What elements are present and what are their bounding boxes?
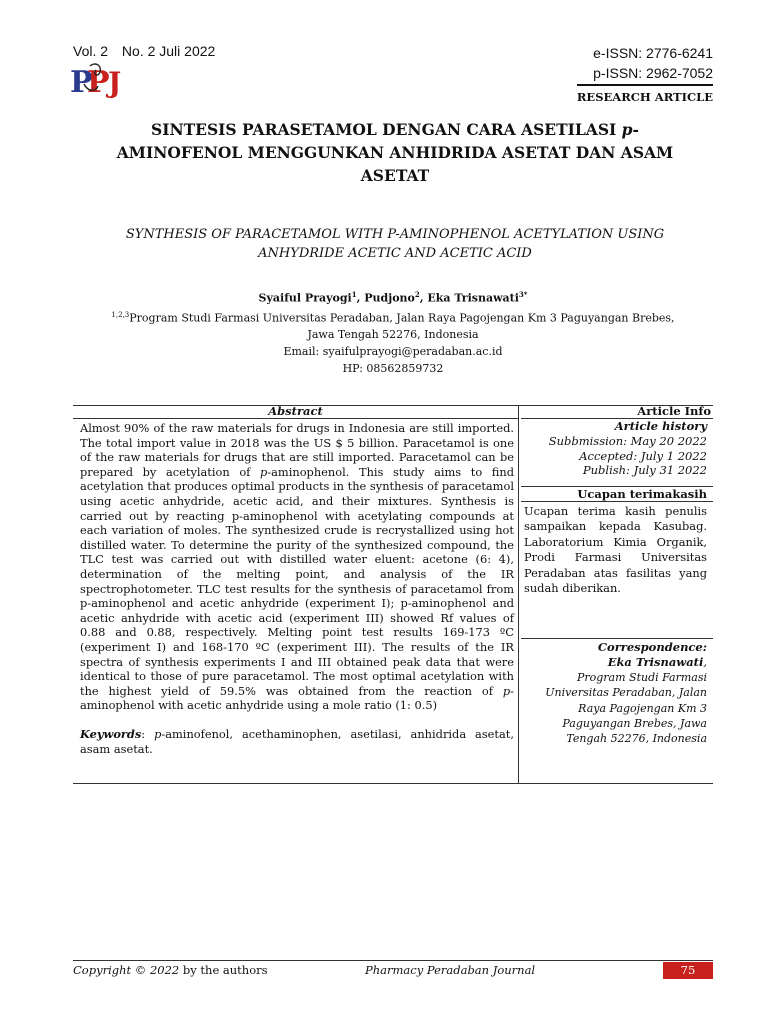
author-1: Syaiful Prayogi: [258, 291, 352, 305]
journal-name: Pharmacy Peradaban Journal: [365, 963, 536, 977]
abstract-part-b: -aminophenol. This study aims to find acetylation that produces optimal products in the synthesis of paracetamol using acetic anhydride, acetic acid, and their mixtures. Synthesis is carried out by reacting p-aminophenol with acetylating compounds at each variation of moles. The synthesized crude is recrystallized using hot distilled water. To determine the purity of the synthesized compound, the TLC test was carried out with distilled water eluent: acetone (6: 4), determination of the melting point, and analysis of the IR spectrophotometer. TLC test results for the synthesis of paracetamol from p-aminophenol and acetic anhydride (experiment I); p-aminophenol and acetic anhydride with acetic acid (experiment III) showed Rf values of 0.88 and 0.88, respectively. Melting point test results 169-173 ºC (experiment I) and 168-170 ºC (experiment III). The results of the IR spectra of synthesis experiments I and III obtained peak data that were identical to those of pure paracetamol. The most optimal acetylation with the highest yield of 59.5% was obtained from the reaction of: [80, 464, 514, 698]
issue: No. 2 Juli 2022: [121, 43, 216, 59]
keywords-label: Keywords: [80, 726, 142, 741]
author-1-sup: 1: [351, 290, 357, 299]
author-3: , Eka Trisnawati: [419, 291, 519, 305]
column-divider: [518, 405, 519, 783]
title-hyphen: -: [632, 120, 639, 139]
correspondence-addr-2: Universitas Peradaban, Jalan: [545, 686, 707, 700]
article-info: [521, 405, 713, 597]
copyright-suffix: by the authors: [179, 963, 268, 977]
copyright-year: 2022: [149, 963, 180, 977]
article-info-heading: Article Info: [521, 405, 713, 419]
corr-name-text: Eka Trisnawati: [607, 655, 704, 669]
publish-date: Publish: July 31 2022: [582, 463, 707, 477]
submission-date: Subbmission: May 20 2022: [548, 434, 707, 448]
abstract-part-a: Almost 90% of the raw materials for drugs in Indonesia are still imported. The total import value in 2018 was the US $ 5 billion. Paracetamol is one of the raw materials for drugs that are still imported. Paracetamol can be prepared by acetylation of: [80, 421, 514, 479]
abstract-text: [73, 419, 518, 713]
correspondence-addr-5: Tengah 52276, Indonesia: [566, 732, 707, 746]
author-2-sup: 2: [414, 290, 420, 299]
abstract-heading: Abstract: [73, 405, 518, 419]
subtitle-line2: ANHYDRIDE ACETIC AND ACETIC ACID: [258, 246, 532, 261]
author-phone: HP: 08562859732: [342, 362, 444, 376]
abstract-section: [73, 405, 518, 757]
title-line1: SINTESIS PARASETAMOL DENGAN CARA ASETILASI: [151, 120, 622, 139]
correspondence-title: Correspondence:: [597, 640, 707, 654]
keywords: [73, 713, 518, 757]
title-line2: AMINOFENOL MENGGUNKAN ANHIDRIDA ASETAT DAN ASAM: [116, 143, 674, 162]
paper-subtitle: [90, 225, 700, 263]
author-email: Email: syaifulprayogi@peradaban.ac.id: [283, 345, 503, 359]
copyright: [73, 963, 268, 977]
affiliation-line2: Jawa Tengah 52276, Indonesia: [307, 328, 479, 342]
affiliation-line1: [73, 307, 713, 327]
pissn: p-ISSN: 2962-7052: [593, 65, 713, 81]
copyright-prefix: Copyright ©: [73, 963, 150, 977]
affiliation-text: Program Studi Farmasi Universitas Peradaban, Jalan Raya Pagojengan Km 3 Paguyangan Brebes,: [129, 311, 675, 325]
issn-block: [577, 43, 713, 107]
author-2: , Pudjono: [356, 291, 415, 305]
author-block: [73, 286, 713, 377]
accepted-date: Accepted: July 1 2022: [579, 448, 707, 463]
abstract-italic-p2: p: [502, 683, 511, 698]
affiliation-sup: 1,2,3: [111, 310, 130, 319]
correspondence: [521, 638, 713, 746]
page-number: 75: [663, 962, 713, 979]
corr-name-comma: ,: [703, 655, 707, 669]
svg-text:J: J: [108, 66, 122, 98]
footer-rule: [73, 960, 713, 961]
article-type: RESEARCH ARTICLE: [577, 84, 713, 107]
author-names: [73, 286, 713, 307]
keywords-text: -aminofenol, acethaminophen, asetilasi, anhidrida asetat, asam asetat.: [80, 726, 514, 756]
acknowledgement-title: Ucapan terimakasih: [521, 486, 713, 502]
correspondence-addr-3: Raya Pagojengan Km 3: [578, 701, 707, 715]
svg-text:P: P: [87, 65, 110, 98]
paper-title: [95, 118, 695, 187]
correspondence-name: [521, 655, 713, 670]
keywords-sep: :: [141, 726, 155, 741]
journal-logo: [70, 62, 140, 98]
abstract-part-c: -aminophenol with acetic anhydride using a mole ratio (1: 0.5): [80, 683, 514, 713]
keywords-italic-p: p: [154, 726, 162, 741]
svg-text:P: P: [70, 65, 93, 98]
title-italic-p: p: [621, 120, 633, 139]
acknowledgement-text: Ucapan terima kasih penulis sampaikan kepada Kasubag. Laboratorium Kimia Organik, Prodi Farmasi Universitas Peradaban atas fasilitas yang sudah diberikan.: [524, 503, 707, 596]
table-bottom-rule: [73, 783, 713, 784]
eissn: e-ISSN: 2776-6241: [593, 45, 713, 61]
author-3-sup: 3*: [518, 290, 528, 299]
correspondence-addr-4: Paguyangan Brebes, Jawa: [562, 716, 707, 730]
correspondence-addr-1: Program Studi Farmasi: [576, 671, 707, 684]
journal-issue: [73, 43, 215, 59]
article-history-title: Article history: [614, 419, 707, 433]
title-line3: ASETAT: [360, 166, 430, 185]
subtitle-line1: SYNTHESIS OF PARACETAMOL WITH P-AMINOPHENOL ACETYLATION USING: [125, 227, 665, 242]
volume: Vol. 2: [73, 43, 109, 59]
abstract-italic-p1: p: [259, 464, 268, 479]
